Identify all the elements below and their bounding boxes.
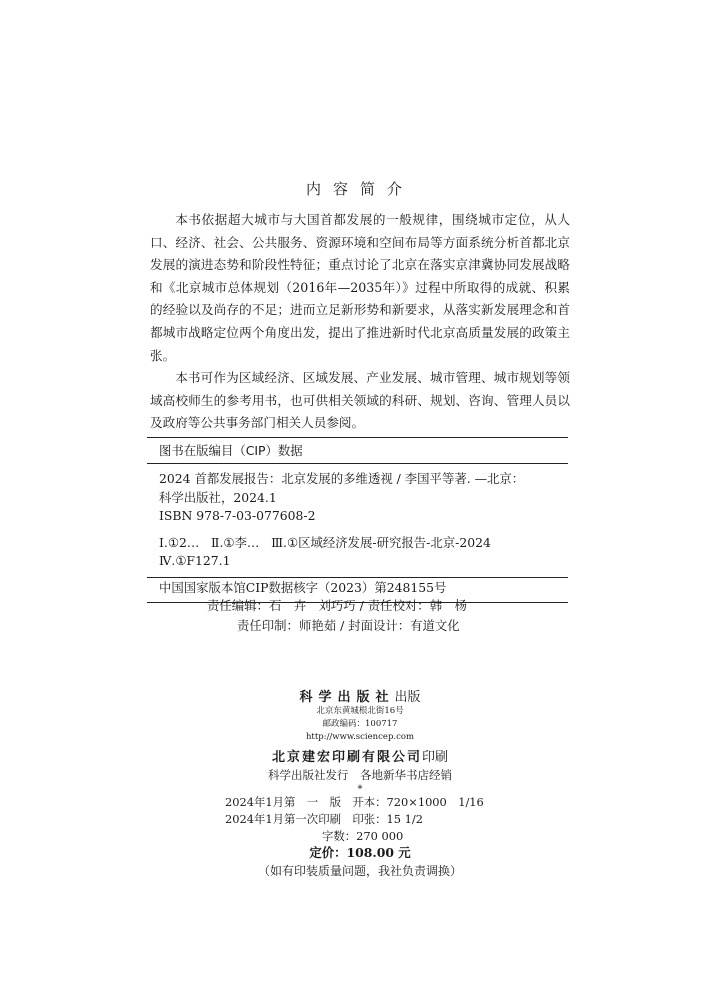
- credits-editors: 责任编辑：石 卉 刘巧巧 / 责任校对：韩 杨: [207, 598, 467, 613]
- intro-title: 内容简介: [305, 180, 414, 198]
- publisher-postcode: 邮政编码：100717: [322, 719, 398, 729]
- publisher-name: 科学出版社: [299, 690, 395, 705]
- cip-block: [147, 437, 568, 603]
- spec-edition: 2024年1月第 一 版 开本：720×1000 1/16: [225, 795, 484, 809]
- printer-suffix: 印刷: [422, 750, 449, 765]
- cip-classification-2: Ⅳ.①F127.1: [159, 553, 231, 568]
- cip-isbn: ISBN 978-7-03-077608-2: [159, 508, 316, 523]
- distribution-line: 科学出版社发行 各地新华书店经销: [268, 768, 452, 782]
- cip-classification-1: Ⅰ.①2… Ⅱ.①李… Ⅲ.①区域经济发展-研究报告-北京-2024: [159, 534, 491, 550]
- cip-title-line: 2024 首都发展报告：北京发展的多维透视 / 李国平等著. —北京：: [159, 471, 525, 486]
- intro-paragraph-1: 本书依据超大城市与大国首都发展的一般规律，围绕城市定位，从人口、经济、社会、公共服务、资源环境和空间布局等方面系统分析首都北京发展的演进态势和阶段性特征；重点讨论了北京在落实京津冀协同发展战略和《北京城市总体规划（2016年—2035年）》过程中所取得的成就、积累的经验以及尚存的不足；进而立足新形势和新要求，从落实新发展理念和首都城市战略定位两个角度出发，提出了推进新时代北京高质量发展的政策主张。: [150, 212, 570, 363]
- publisher-suffix: 出版: [394, 690, 421, 705]
- publisher-name-line: [0, 686, 720, 705]
- printer-name: 北京建宏印刷有限公司: [271, 750, 422, 765]
- credits-production: 责任印制：师艳茹 / 封面设计：有道文化: [237, 618, 460, 633]
- publisher-address: 北京东黄城根北街16号: [316, 706, 404, 716]
- spec-wordcount: 字数：270 000: [322, 829, 404, 843]
- cip-publisher-line: 科学出版社，2024.1: [159, 489, 277, 505]
- price: 定价：108.00 元: [309, 845, 411, 860]
- credits: [147, 596, 568, 636]
- cip-heading: 图书在版编目（CIP）数据: [147, 438, 568, 464]
- intro-paragraph-2: 本书可作为区域经济、区域发展、产业发展、城市管理、城市规划等领域高校师生的参考用书，也可供相关领域的科研、规划、咨询、管理人员以及政府等公共事务部门相关人员参阅。: [150, 370, 570, 431]
- intro-text: [150, 209, 570, 435]
- printer-line: [0, 746, 720, 765]
- price-note: （如有印装质量问题，我社负责调换）: [257, 864, 462, 878]
- cip-verify-number: 中国国家版本馆CIP数据核字（2023）第248155号: [159, 579, 447, 595]
- spec-printing: 2024年1月第一次印刷 印张：15 1/2: [225, 812, 423, 826]
- cip-body: [147, 464, 568, 577]
- publisher-info: [0, 686, 720, 797]
- separator-bullet: *: [357, 784, 363, 795]
- publisher-url: http://www.sciencep.com: [305, 732, 415, 742]
- print-specs: [225, 794, 525, 845]
